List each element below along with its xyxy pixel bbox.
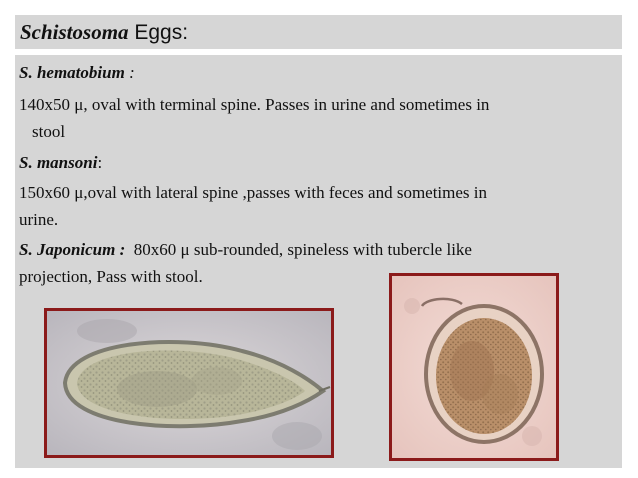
- mansoni-egg-illustration: [47, 311, 331, 455]
- mansoni-colon: :: [97, 153, 103, 172]
- title-suffix: Eggs:: [128, 21, 189, 44]
- mansoni-desc-1: 150x60 μ,oval with lateral spine ,passes with feces and sometimes in: [19, 183, 488, 202]
- mansoni-heading: [19, 153, 102, 173]
- hematobium-colon: :: [129, 63, 135, 82]
- japonicum-egg-illustration: [392, 276, 556, 458]
- hematobium-heading: [19, 63, 135, 83]
- japonicum-line-1: [19, 240, 472, 260]
- japonicum-desc-1: 80x60 μ sub-rounded, spineless with tubercle like: [125, 240, 472, 259]
- japonicum-egg-photo: [389, 273, 559, 461]
- hematobium-desc-1: 140x50 μ, oval with terminal spine. Passes in urine and sometimes in: [19, 95, 490, 114]
- mansoni-desc-2: urine.: [19, 210, 59, 229]
- mansoni-egg-photo: [44, 308, 334, 458]
- japonicum-desc-2: projection, Pass with stool.: [19, 267, 203, 286]
- title-bar: [15, 15, 622, 49]
- hematobium-name: S. hematobium: [19, 63, 130, 82]
- title-species: Schistosoma: [20, 20, 129, 44]
- slide-title: [20, 20, 188, 45]
- mansoni-name: S. mansoni: [19, 153, 98, 172]
- japonicum-name: S. Japonicum :: [19, 240, 126, 259]
- hematobium-desc-2: stool: [32, 122, 66, 141]
